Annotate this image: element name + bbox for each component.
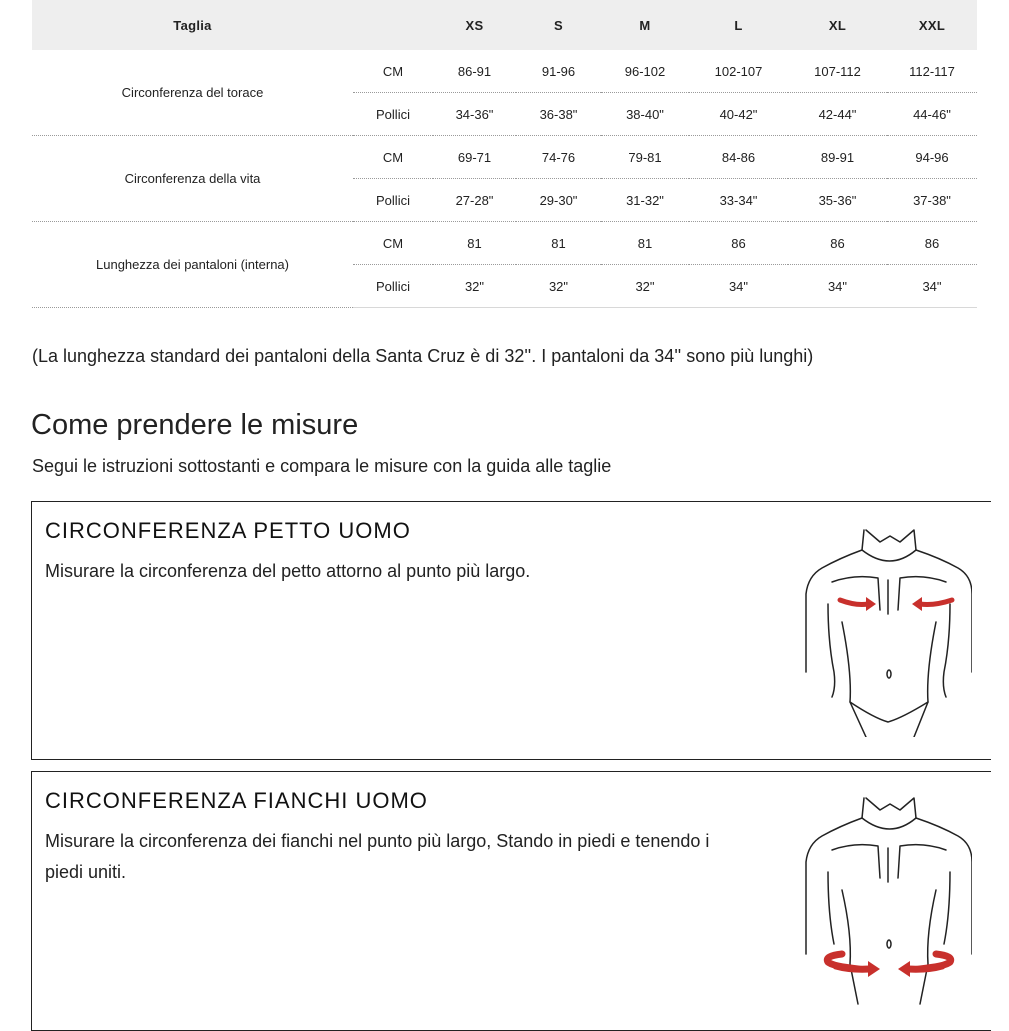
table-cell: 27-28" <box>433 179 516 222</box>
hips-measure-figure-icon <box>802 794 972 1014</box>
table-cell: 35-36" <box>788 179 887 222</box>
card-text: Misurare la circonferenza dei fianchi nel punto più largo, Stando in piedi e tenendo i piedi uniti. <box>45 831 710 882</box>
size-header-xs: XS <box>433 0 516 50</box>
measure-label-waist: Circonferenza della vita <box>32 136 353 222</box>
table-cell: 81 <box>516 222 601 265</box>
size-table-header <box>32 0 977 50</box>
table-cell: 44-46" <box>887 93 977 136</box>
size-header-l: L <box>689 0 788 50</box>
size-header-label: Taglia <box>32 0 353 50</box>
size-header-xxl: XXL <box>887 0 977 50</box>
table-row <box>32 136 977 179</box>
table-cell: 86 <box>887 222 977 265</box>
table-cell: 33-34" <box>689 179 788 222</box>
table-cell: 29-30" <box>516 179 601 222</box>
table-cell: 34" <box>689 265 788 308</box>
table-cell: 89-91 <box>788 136 887 179</box>
table-row <box>32 222 977 265</box>
section-title: Come prendere le misure <box>31 409 359 441</box>
table-cell: 42-44" <box>788 93 887 136</box>
table-cell: 96-102 <box>601 50 689 93</box>
table-cell: 74-76 <box>516 136 601 179</box>
table-cell: 81 <box>601 222 689 265</box>
table-cell: 107-112 <box>788 50 887 93</box>
unit-label: CM <box>353 136 433 179</box>
table-cell: 34" <box>887 265 977 308</box>
table-row <box>32 50 977 93</box>
table-cell: 34" <box>788 265 887 308</box>
table-cell: 94-96 <box>887 136 977 179</box>
section-subtitle: Segui le istruzioni sottostanti e compara le misure con la guida alle taglie <box>32 456 612 476</box>
table-cell: 86 <box>689 222 788 265</box>
table-cell: 37-38" <box>887 179 977 222</box>
table-cell: 32" <box>433 265 516 308</box>
table-cell: 86-91 <box>433 50 516 93</box>
chest-measure-figure-icon <box>802 522 972 742</box>
inseam-note: (La lunghezza standard dei pantaloni della Santa Cruz è di 32''. I pantaloni da 34'' sono più lunghi) <box>32 346 814 366</box>
chest-measure-card <box>31 501 991 760</box>
hips-measure-card <box>31 771 991 1031</box>
size-table <box>32 0 977 308</box>
unit-label: Pollici <box>353 265 433 308</box>
table-cell: 91-96 <box>516 50 601 93</box>
table-cell: 112-117 <box>887 50 977 93</box>
unit-label: CM <box>353 222 433 265</box>
table-cell: 40-42" <box>689 93 788 136</box>
unit-label: Pollici <box>353 179 433 222</box>
table-cell: 38-40" <box>601 93 689 136</box>
unit-label: CM <box>353 50 433 93</box>
size-header-s: S <box>516 0 601 50</box>
card-title: CIRCONFERENZA FIANCHI UOMO <box>45 788 428 813</box>
table-cell: 32" <box>516 265 601 308</box>
measure-label-inseam: Lunghezza dei pantaloni (interna) <box>32 222 353 308</box>
table-cell: 79-81 <box>601 136 689 179</box>
card-title: CIRCONFERENZA PETTO UOMO <box>45 518 411 543</box>
card-text: Misurare la circonferenza del petto attorno al punto più largo. <box>45 561 531 581</box>
size-header-m: M <box>601 0 689 50</box>
table-cell: 69-71 <box>433 136 516 179</box>
table-cell: 32" <box>601 265 689 308</box>
table-cell: 31-32" <box>601 179 689 222</box>
table-cell: 34-36" <box>433 93 516 136</box>
table-cell: 84-86 <box>689 136 788 179</box>
measure-label-chest: Circonferenza del torace <box>32 50 353 136</box>
table-cell: 102-107 <box>689 50 788 93</box>
table-cell: 81 <box>433 222 516 265</box>
table-cell: 36-38" <box>516 93 601 136</box>
size-header-xl: XL <box>788 0 887 50</box>
unit-label: Pollici <box>353 93 433 136</box>
table-cell: 86 <box>788 222 887 265</box>
